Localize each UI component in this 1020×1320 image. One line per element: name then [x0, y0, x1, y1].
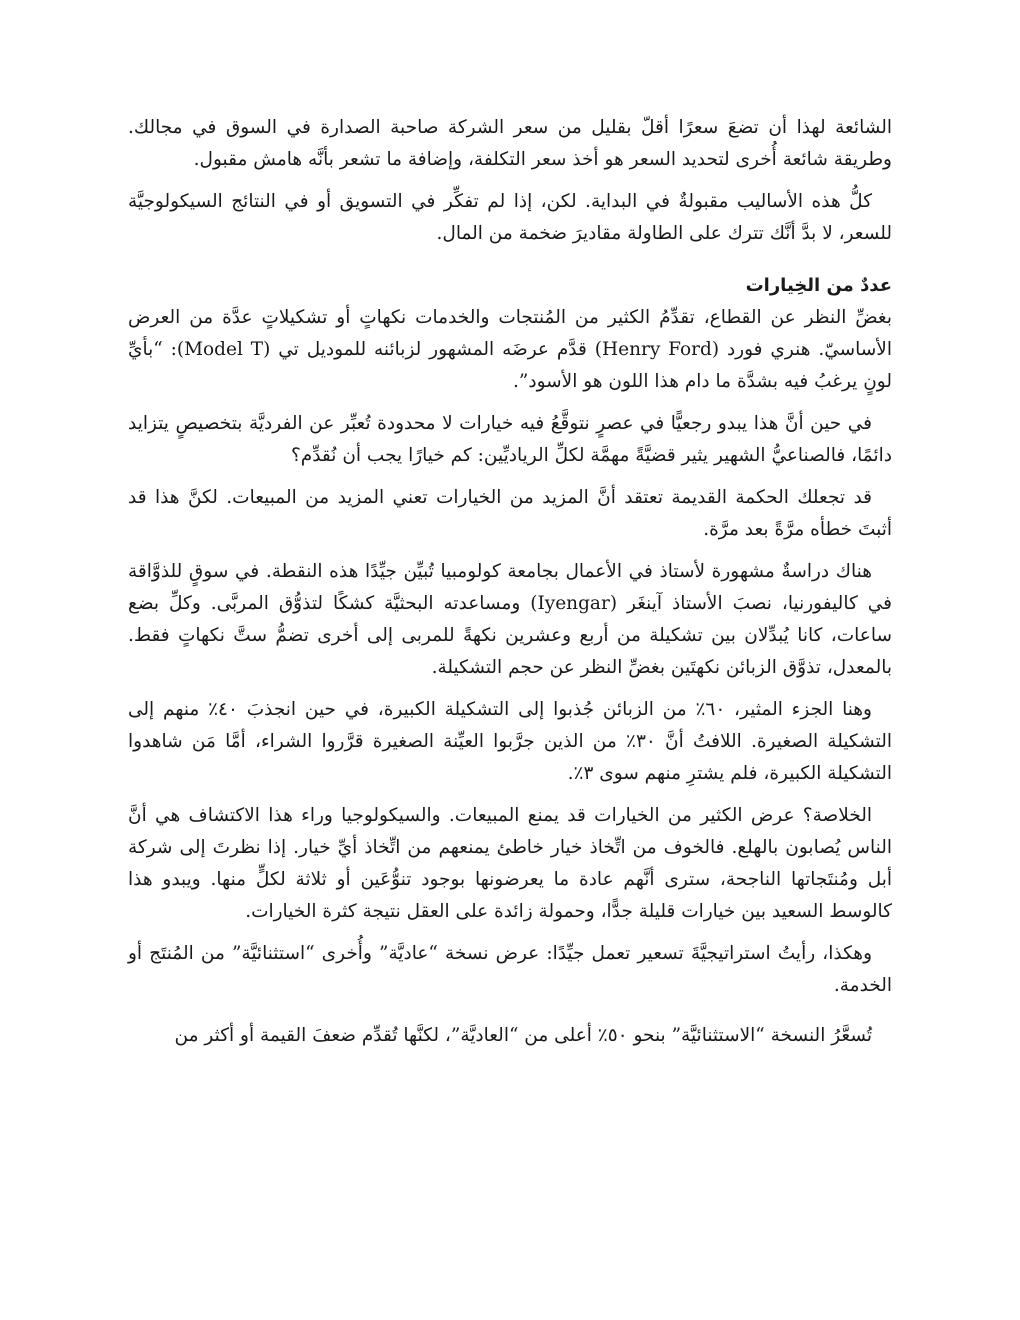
paragraph-columbia-study: هناك دراسةٌ مشهورة لأستاذ في الأعمال بجامعة كولومبيا تُبيِّن جيِّدًا هذه النقطة. في سوقٍ للذوَّاقة في كاليفورنيا، نصبَ الأستاذ آينغَر (Iyengar) ومساعدته البحثيَّة كشكًا لتذوُّق المربَّى. وكلِّ بضع ساعات، كانا يُبدِّلان بين تشكيلة من أربع وعشرين نكهةً للمربى إلى أخرى تضمُّ ستَّ نكهاتٍ فقط. بالمعدل، تذوَّق الزبائن نكهتَين بغضِّ النظر عن حجم التشكيلة. — [128, 561, 892, 678]
paragraph-exceptional-version: تُسعَّرُ النسخة “الاستثنائيَّة” بنحو ٥٠٪ أعلى من “العاديَّة”، لكنَّها تُقدِّم ضعفَ القيمة أو أكثر من — [174, 1025, 872, 1046]
paragraph-study-results: وهنا الجزء المثير، ٦٠٪ من الزبائن جُذبوا إلى التشكيلة الكبيرة، في حين انجذبَ ٤٠٪ منهم إلى التشكيلة الصغيرة. اللافتُ أنَّ ٣٠٪ من الذين جرَّبوا العيِّنة الصغيرة قرَّروا الشراء، أمَّا مَن شاهدوا التشكيلة الكبيرة، فلم يشترِ منهم سوى ٣٪. — [128, 699, 893, 784]
paragraph-pricing-strategy: وهكذا، رأيتُ استراتيجيَّةَ تسعير تعمل جيِّدًا: عرض نسخة “عاديَّة” وأُخرى “استثنائيَّة” من المُنتَج أو الخدمة. — [128, 943, 892, 996]
paragraph-henry-ford: بغضِّ النظر عن القطاع، تقدِّمُ الكثير من المُنتجات والخدمات نكهاتٍ أو تشكيلاتٍ عدَّة من العرض الأساسيّ. هنري فورد (Henry Ford) قدَّم عرضَه المشهور لزبائنه للموديل تي (Model T): “بأيِّ لونٍ يرغبُ فيه بشدَّة ما دام هذا اللون هو الأسود”. — [128, 307, 892, 392]
paragraph-old-wisdom: قد تجعلك الحكمة القديمة تعتقد أنَّ المزيد من الخيارات تعني المزيد من المبيعات. لكنَّ هذا قد أثبتَ خطأه مرَّةً بعد مرَّة. — [128, 487, 892, 540]
paragraph-options-question: في حين أنَّ هذا يبدو رجعيًّا في عصرٍ نتوقَّعُ فيه خيارات لا محدودة تُعبِّر عن الفرديَّة بتخصيصٍ يتزايد دائمًا، فالصناعيُّ الشهير يثير قضيَّةً مهمَّة لكلِّ الرياديِّين: كم خيارًا يجب أن نُقدِّم؟ — [128, 413, 892, 466]
paragraph-methods-acceptable: كلُّ هذه الأساليب مقبولةٌ في البداية. لكن، إذا لم تفكِّر في التسويق أو في النتائج السيكولوجيَّة للسعر، لا بدَّ أنَّك تترك على الطاولة مقاديرَ ضخمة من المال. — [128, 191, 892, 244]
paragraph-conclusion: الخلاصة؟ عرض الكثير من الخيارات قد يمنع المبيعات. والسيكولوجيا وراء هذا الاكتشاف هي أنَّ الناس يُصابون بالهلع. فالخوف من اتِّخاذ خيار خاطئ يمنعهم من اتِّخاذ أيِّ خيار. إذا نظرتَ إلى شركة أبل ومُنتَجاتها الناجحة، سترى أنَّهم عادة ما يعرضونها بوجود تنوُّعَين أو ثلاثة لكلٍّ منها. ويبدو هذا كالوسط السعيد بين خيارات قليلة جدًّا، وحمولة زائدة على العقل نتيجة كثرة الخيارات. — [128, 805, 892, 922]
section-heading: عددٌ من الخِيارات — [745, 275, 892, 296]
document-page — [128, 112, 892, 1062]
paragraph-pricing-common: الشائعة لهذا أن تضعَ سعرًا أقلّ بقليل من سعر الشركة صاحبة الصدارة في السوق في مجالك. وطريقة شائعة أُخرى لتحديد السعر هو أخذ سعر التكلفة، وإضافة ما تشعر بأنَّه هامش مقبول. — [128, 117, 892, 170]
